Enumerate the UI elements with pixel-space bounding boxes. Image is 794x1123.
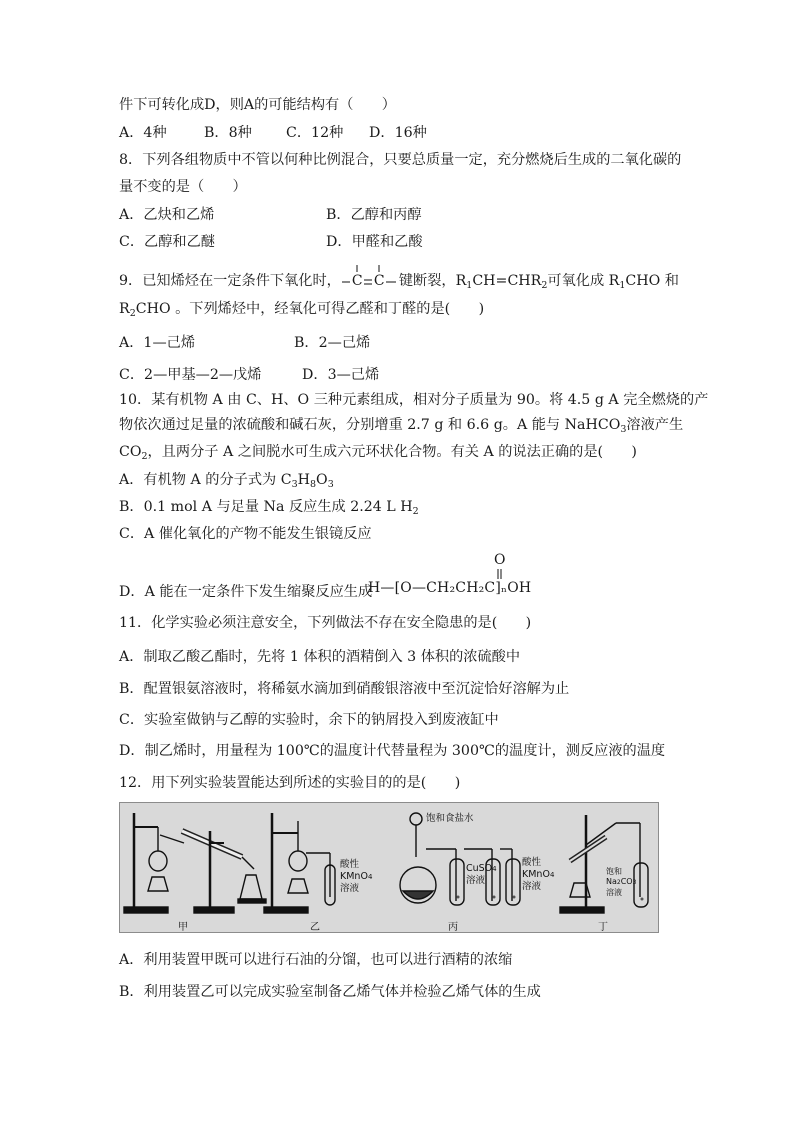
q10-stem-line2: 物依次通过足量的浓硫酸和碱石灰，分别增重 2.7 g 和 6.6 g。A 能与 NaHCO$_3$溶液产生 <box>119 417 684 435</box>
q11-option-c: C．实验室做钠与乙醇的实验时，余下的钠屑投入到废液缸中 <box>119 712 499 728</box>
q8-stem-line1: 8．下列各组物质中不管以何种比例混合，只要总质量一定，充分燃烧后生成的二氧化碳的 <box>119 152 682 168</box>
q12-option-b: B．利用装置乙可以完成实验室制备乙烯气体并检验乙烯气体的生成 <box>119 984 541 1000</box>
polymer-formula: H—[O—CH₂CH₂C]ₙOH <box>368 580 532 596</box>
q7-option-c: C．12种 <box>286 125 344 141</box>
apparatus-label-jia: 甲 <box>178 922 188 933</box>
q7-option-a: A．4种 <box>119 125 167 141</box>
apparatus-label-yi: 乙 <box>310 922 320 933</box>
q9-stem-pre: 9．已知烯烃在一定条件下氧化时， <box>119 273 341 289</box>
apparatus-drawing <box>120 803 659 933</box>
q11-option-d: D．制乙烯时，用量程为 100℃的温度计代替量程为 300℃的温度计，测反应液的温度 <box>119 743 666 759</box>
ding-tube-label: 饱和 Na2CO3 溶液 <box>606 867 637 897</box>
q7-option-d: D．16种 <box>369 125 427 141</box>
q10-stem-line3: $CO_2$，且两分子 A 之间脱水可生成六元环状化合物。有关 A 的说法正确的是( ) <box>119 444 637 462</box>
bing-top-label: 饱和食盐水 <box>426 813 474 824</box>
q9-stem-line1: 9．已知烯烃在一定条件下氧化时， C C 键断裂，$R_1CH=CHR_2$可氧化成 $R_1CHO$ 和 <box>119 272 679 295</box>
yi-reagent-label: 酸性 KMnO4 溶液 <box>340 859 373 894</box>
q10-option-c: C．A 催化氧化的产物不能发生银镜反应 <box>119 526 372 542</box>
q7-stem: 件下可转化成D，则A的可能结构有（ ） <box>119 97 396 113</box>
q10-stem-line1: 10．某有机物 A 由 C、H、O 三种元素组成，相对分子质量为 90。将 4.5 g A 完全燃烧的产 <box>119 392 709 408</box>
apparatus-label-bing: 丙 <box>448 922 458 933</box>
alkene-bond-text <box>341 272 404 290</box>
q8-stem-line2: 量不变的是（ ） <box>119 179 247 195</box>
q12-stem: 12．用下列实验装置能达到所述的实验目的的是( ) <box>119 775 461 791</box>
q7-option-b: B．8种 <box>204 125 252 141</box>
q11-option-a: A．制取乙酸乙酯时，先将 1 体积的酒精倒入 3 体积的浓硫酸中 <box>119 649 521 665</box>
q9-stem-line2: $R_2CHO$ 。下列烯烃中，经氧化可得乙醛和丁醛的是( ) <box>119 301 485 319</box>
q9-option-b: B．2—己烯 <box>294 335 371 351</box>
q9-option-a: A．1—己烯 <box>119 335 196 351</box>
polymer-structure <box>368 552 550 602</box>
lab-apparatus-figure <box>119 802 659 933</box>
q10-option-d: D．A 能在一定条件下发生缩聚反应生成 <box>119 584 373 600</box>
bing-tube1-label: CuSO4 溶液 <box>466 863 497 886</box>
q9-option-c: C．2—甲基—2—戊烯 <box>119 367 262 383</box>
q11-stem: 11．化学实验必须注意安全，下列做法不存在安全隐患的是( ) <box>119 615 532 631</box>
q8-option-a: A．乙炔和乙烯 <box>119 207 215 223</box>
q12-option-a: A．利用装置甲既可以进行石油的分馏，也可以进行酒精的浓缩 <box>119 952 513 968</box>
q9-option-d: D．3—己烯 <box>302 367 380 383</box>
q8-option-d: D．甲醛和乙酸 <box>326 234 423 250</box>
alkene-bond-formula: C C <box>341 272 399 290</box>
q10-option-b: B．0.1 mol A 与足量 Na 反应生成 2.24 L $H_2$ <box>119 499 419 517</box>
q10-option-a: A．有机物 A 的分子式为 $C_3H_8O_3$ <box>119 472 334 490</box>
apparatus-label-ding: 丁 <box>598 922 608 933</box>
bing-tube2-label: 酸性 KMnO4 溶液 <box>522 857 555 892</box>
q8-option-c: C．乙醇和乙醚 <box>119 234 215 250</box>
q8-option-b: B．乙醇和丙醇 <box>326 207 422 223</box>
polymer-carbonyl-o: O <box>494 552 506 568</box>
q11-option-b: B．配置银氨溶液时，将稀氨水滴加到硝酸银溶液中至沉淀恰好溶解为止 <box>119 681 570 697</box>
